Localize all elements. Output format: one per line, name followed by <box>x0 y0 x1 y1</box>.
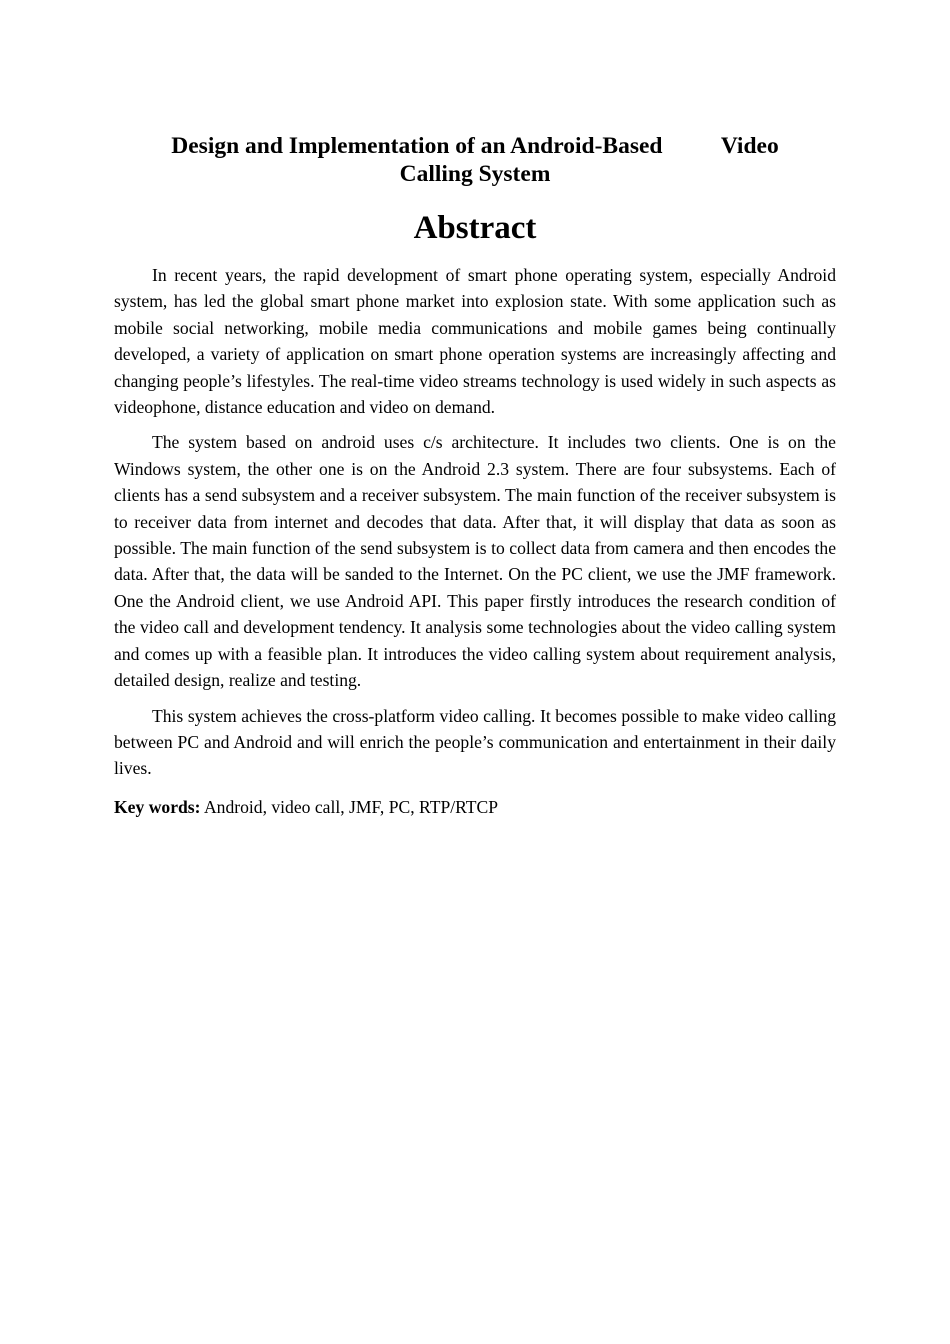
title-line-1-text: Design and Implementation of an Android-Based <box>171 133 663 159</box>
document-page <box>114 132 836 820</box>
keywords-value: Android, video call, JMF, PC, RTP/RTCP <box>203 796 499 817</box>
document-title <box>114 132 836 188</box>
title-line-1 <box>114 132 836 160</box>
keywords-label: Key words: <box>114 796 201 817</box>
abstract-paragraph-2: The system based on android uses c/s architecture. It includes two clients. One is on the Windows system, the other one is on the Android 2.3 system. There are four subsystems. Each of clients has a send subsystem and a receiver subsystem. The main function of the receiver subsystem is to receiver data from internet and decodes that data. After that, it will display that data as soon as possible. The main function of the send subsystem is to collect data from camera and then encodes the data. After that, the data will be sanded to the Internet. On the PC client, we use the JMF framework. One the Android client, we use Android API. This paper firstly introduces the research condition of the video call and development tendency. It analysis some technologies about the video calling system and comes up with a feasible plan. It introduces the video calling system about requirement analysis, detailed design, realize and testing. <box>114 432 836 691</box>
abstract-heading: Abstract <box>413 210 537 246</box>
keywords-line <box>114 794 836 820</box>
abstract-paragraph-3: This system achieves the cross-platform video calling. It becomes possible to make video calling between PC and Android and will enrich the people’s communication and entertainment in their daily lives. <box>114 705 836 779</box>
title-line-1-tail: Video <box>720 133 779 159</box>
abstract-paragraph-1: In recent years, the rapid development of smart phone operating system, especially Android system, has led the global smart phone market into explosion state. With some application such as mobile social networking, mobile media communications and mobile games being continually developed, a variety of application on smart phone operation systems are increasingly affecting and changing people’s lifestyles. The real-time video streams technology is used widely in such aspects as videophone, distance education and video on demand. <box>114 265 836 418</box>
title-line-2: Calling System <box>399 161 551 187</box>
